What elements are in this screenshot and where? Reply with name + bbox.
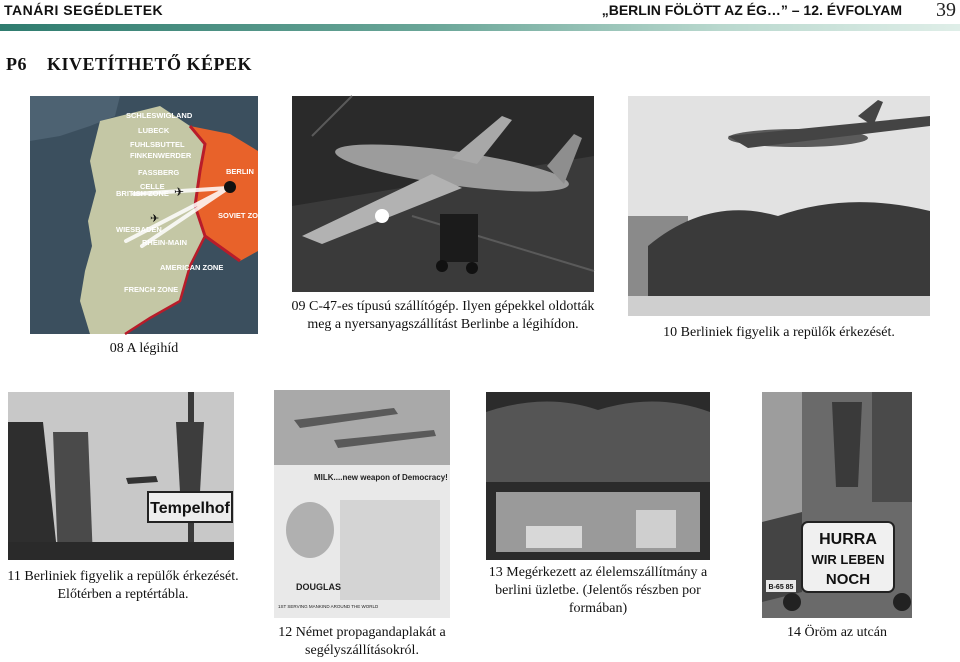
caption-13: 13 Megérkezett az élelemszállítmány a berlini üzletbe. (Jelentős részben por formában) bbox=[488, 565, 708, 616]
ground-crowd bbox=[8, 542, 234, 560]
header-rule bbox=[0, 24, 960, 31]
figure-c47-plane bbox=[292, 96, 594, 292]
ground bbox=[628, 296, 930, 316]
label-finkenwerder: FINKENWERDER bbox=[130, 151, 192, 160]
poster-tagline: 1ST SERVING MANKIND AROUND THE WORLD bbox=[278, 604, 379, 609]
truck-light bbox=[783, 593, 801, 611]
license-plate-text: B-65 85 bbox=[768, 584, 794, 591]
caption-12: 12 Német propagandaplakát a segélyszállításokról. bbox=[278, 625, 446, 658]
caption-10: 10 Berliniek figyelik a repülők érkezését. bbox=[663, 325, 895, 340]
sign-text: Tempelhof bbox=[150, 500, 230, 517]
plane-icon: ✈ bbox=[174, 185, 185, 199]
figure-berliners-watching bbox=[628, 96, 930, 316]
poster-body-text bbox=[340, 500, 440, 600]
figure-food-shipment-shop bbox=[486, 392, 710, 560]
caption-11: 11 Berliniek figyelik a repülők érkezését. Előtérben a reptértábla. bbox=[7, 569, 239, 602]
goods-box bbox=[526, 526, 582, 548]
page-header bbox=[0, 0, 960, 24]
wheel bbox=[436, 260, 448, 272]
label-lubeck: LUBECK bbox=[138, 126, 170, 135]
section-number: P6 bbox=[6, 54, 27, 74]
truck-light bbox=[893, 593, 911, 611]
plane-icon: ✈ bbox=[150, 213, 160, 225]
figure-propaganda-poster bbox=[274, 390, 450, 618]
man-on-truck bbox=[832, 402, 862, 487]
poster-brand: DOUGLAS bbox=[296, 582, 341, 592]
section-heading bbox=[6, 54, 252, 75]
figure-street-joy bbox=[762, 392, 912, 618]
banner-line-1: HURRA bbox=[819, 531, 877, 548]
street-photo bbox=[762, 392, 912, 618]
wheel bbox=[466, 262, 478, 274]
label-fuhlsbuttel: FUHLSBUTTEL bbox=[130, 140, 185, 149]
berlin-marker bbox=[224, 181, 236, 193]
star-insignia bbox=[375, 209, 389, 223]
cargo-door-ramp bbox=[440, 214, 478, 262]
figure-tempelhof-sign bbox=[8, 392, 234, 560]
goods-tins bbox=[636, 510, 676, 548]
label-fassberg: FASSBERG bbox=[138, 168, 180, 177]
label-celle: CELLE bbox=[140, 182, 165, 191]
tree-right bbox=[872, 392, 912, 502]
label-rhein-main: RHEIN-MAIN bbox=[142, 238, 187, 247]
poster-child bbox=[286, 502, 334, 558]
label-soviet-zone: SOVIET ZONE bbox=[218, 211, 269, 220]
page-number: 39 bbox=[936, 0, 956, 21]
poster bbox=[274, 390, 450, 618]
label-schleswig: SCHLESWIGLAND bbox=[126, 111, 193, 120]
label-french-zone: FRENCH ZONE bbox=[124, 285, 179, 294]
label-berlin: BERLIN bbox=[226, 167, 254, 176]
figure-airlift-map bbox=[30, 96, 269, 334]
poster-headline: MILK....new weapon of Democracy! bbox=[314, 473, 448, 482]
label-american-zone: AMERICAN ZONE bbox=[160, 263, 224, 272]
airlift-map bbox=[30, 96, 269, 334]
c47-photo bbox=[292, 96, 594, 292]
label-wiesbaden: WIESBADEN bbox=[116, 225, 162, 234]
tempelhof-photo bbox=[8, 392, 234, 560]
building-left bbox=[762, 392, 802, 522]
label-british-zone: BRITISH ZONE bbox=[116, 189, 169, 198]
crowd-faces bbox=[486, 401, 710, 482]
header-right-title: „BERLIN FÖLÖTT AZ ÉG…” – 12. ÉVFOLYAM bbox=[601, 2, 902, 18]
caption-09: 09 C-47-es típusú szállítógép. Ilyen gépekkel oldották meg a nyersanyagszállítást Berlinbe a légihídon. bbox=[291, 299, 595, 332]
caption-14: 14 Öröm az utcán bbox=[787, 625, 887, 640]
boy-on-pole bbox=[176, 422, 204, 492]
section-title: KIVETÍTHETŐ KÉPEK bbox=[47, 54, 253, 74]
banner-line-2: WIR LEBEN bbox=[811, 552, 885, 567]
banner-line-3: NOCH bbox=[825, 571, 871, 588]
shop-photo bbox=[486, 392, 710, 560]
people-left bbox=[53, 432, 93, 560]
header-left-title: TANÁRI SEGÉDLETEK bbox=[4, 2, 164, 18]
caption-08: 08 A légihíd bbox=[109, 341, 179, 356]
watching-photo bbox=[628, 96, 930, 316]
